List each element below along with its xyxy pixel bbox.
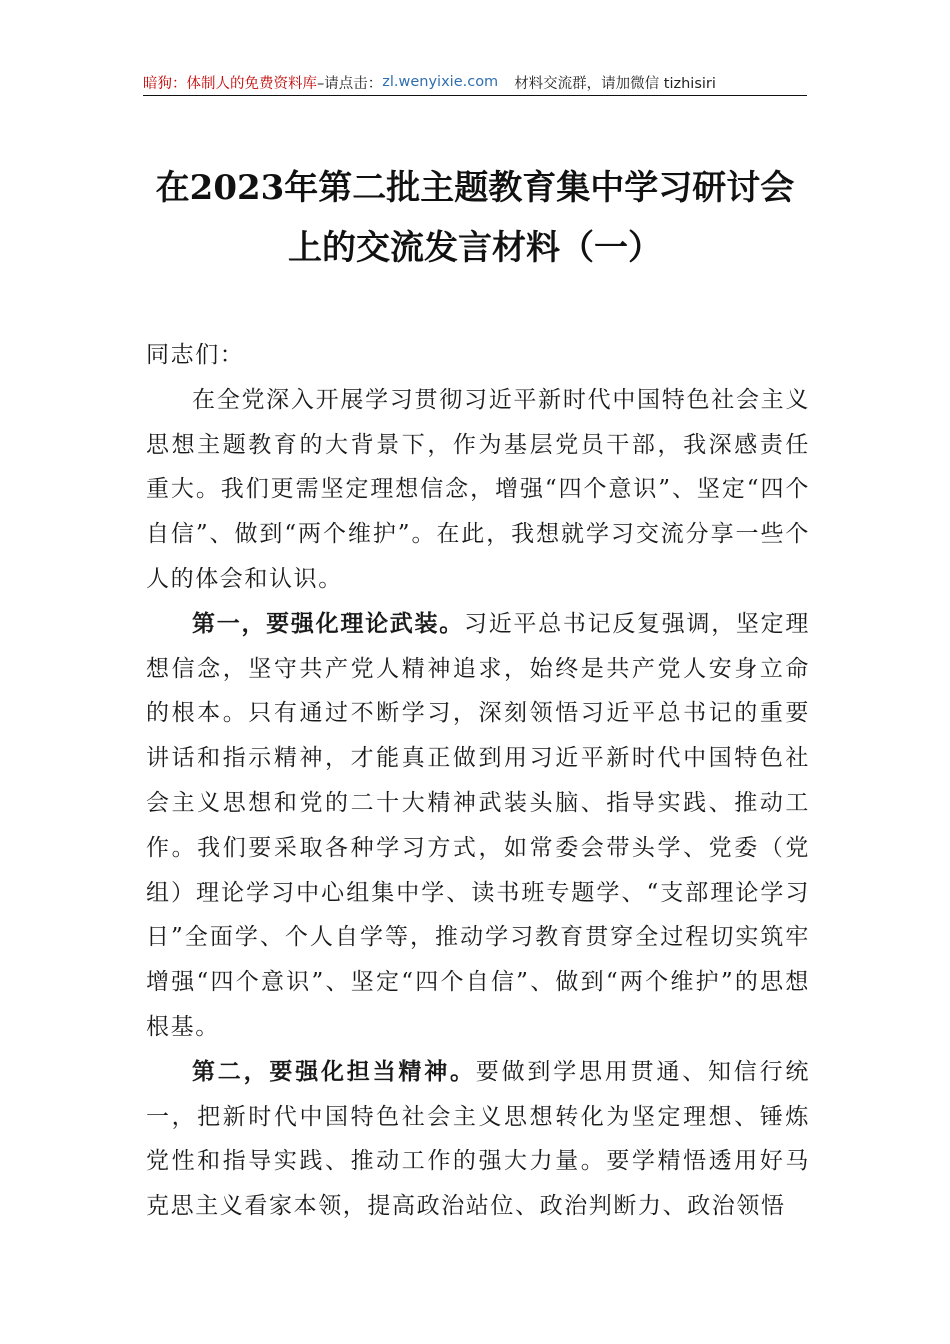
section-text-2: 要做到学思用贯通、知信行统一，把新时代中国特色社会主义思想转化为坚定理想、锤炼党性和指导实践、推动工作的强大力量。要学精悟透用好马克思主义看家本领，提高政治站位、政治判断力、政治领悟 [146, 1058, 810, 1220]
header-divider [143, 95, 807, 96]
section-text-1: 习近平总书记反复强调，坚定理想信念，坚守共产党人精神追求，始终是共产党人安身立命的根本。只有通过不断学习，深刻领悟习近平总书记的重要讲话和指示精神，才能真正做到用习近平新时代中国特色社会主义思想和党的二十大精神武装头脑、指导实践、推动工作。我们要采取各种学习方式，如常委会带头学、党委（党组）理论学习中心组集中学、读书班专题学、“支部理论学习日”全面学、个人自学等，推动学习教育贯穿全过程切实筑牢增强“四个意识”、坚定“四个自信”、做到“两个维护”的思想根基。 [146, 610, 810, 1040]
header-site-name: 暗狗：体制人的免费资料库 [143, 75, 317, 92]
header-url-link[interactable]: zl.wenyixie.com [382, 74, 499, 90]
salutation: 同志们： [146, 342, 245, 368]
document-title [140, 158, 810, 278]
header-contact-note: 材料交流群，请加微信 tizhisiri [514, 75, 716, 92]
section-lead-1: 第一，要强化理论武装。 [192, 609, 464, 637]
intro-paragraph: 在全党深入开展学习贯彻习近平新时代中国特色社会主义思想主题教育的大背景下，作为基层党员干部，我深感责任重大。我们更需坚定理想信念，增强“四个意识”、坚定“四个自信”、做到“两个维护”。在此，我想就学习交流分享一些个人的体会和认识。 [146, 386, 810, 592]
document-body [146, 333, 810, 1229]
section-paragraph-2 [146, 1050, 810, 1229]
title-line-1: 在2023年第二批主题教育集中学习研讨会 [155, 168, 795, 208]
header-click-prompt: –请点击： [317, 75, 383, 92]
title-line-2: 上的交流发言材料（一） [288, 228, 662, 268]
page-header [143, 70, 807, 94]
section-lead-2: 第二，要强化担当精神。 [192, 1057, 476, 1085]
section-paragraph-1 [146, 602, 810, 1050]
